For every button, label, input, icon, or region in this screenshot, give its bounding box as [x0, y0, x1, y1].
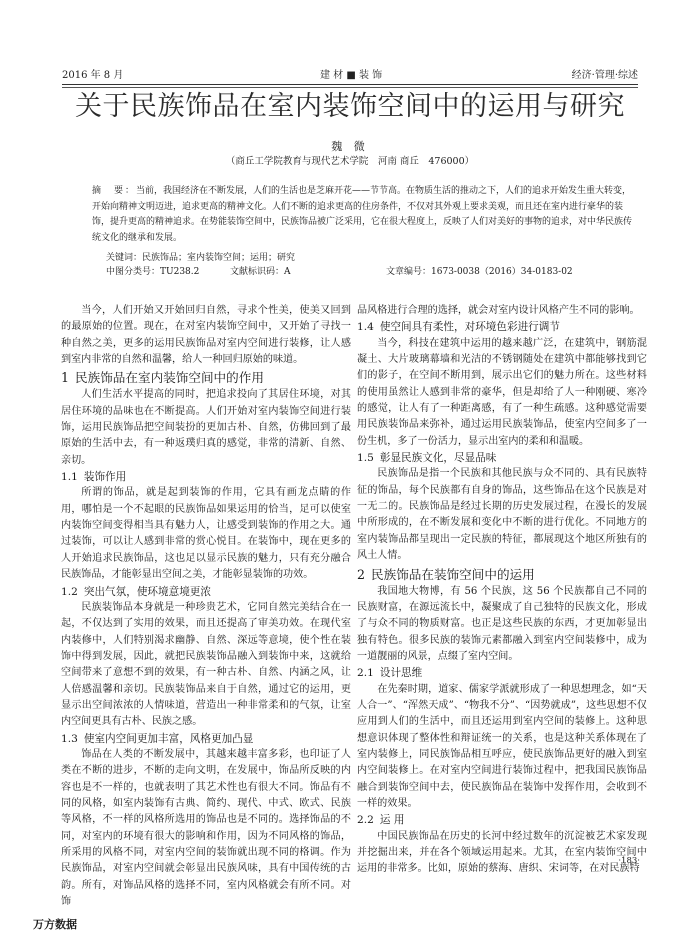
intro-paragraph: 当今，人们开始又开始回归自然，寻求个性美，使美又回到的最原始的位置。现在，在对室内装饰空间中，又开始了寻找一种自然之美，更多的运用民族饰品对室内空间进行装修，让人感到室内非常的自然和温馨，给人一种回归原始的味道。 — [61, 305, 351, 366]
author-name: 魏 微 — [331, 140, 369, 153]
keywords — [106, 251, 636, 265]
section-2-1-heading: 2.1 设计思维 — [357, 667, 423, 680]
section-1-1-heading: 1.1 装饰作用 — [61, 471, 127, 484]
section-2-heading: 2 民族饰品在装饰空间中的运用 — [357, 566, 535, 582]
section-1-2-heading: 1.2 突出气氛，使环境意境更浓 — [61, 585, 211, 598]
header-journal: 建 材 ■ 装 饰 — [320, 70, 383, 81]
section-2-2-heading: 2.2 运 用 — [357, 814, 405, 827]
section-1-5-paragraph: 民族饰品是指一个民族和其他民族与众不同的、具有民族特征的饰品，每个民族都有自身的饰品，这些饰品在这个民族是对一无二的。民族饰品是经过长期的历史发展过程，在漫长的发展中所形成的，在不断发展和变化中不断的进行优化。不同地方的室内装饰品都呈现出一定民族的特征，都展现这个地区所独有的风土人情。 — [357, 468, 647, 562]
body-column-left — [61, 303, 351, 910]
section-1-4-heading: 1.4 使空间具有柔性，对环境色彩进行调节 — [357, 321, 560, 334]
section-2-paragraph: 我国地大物博，有 56 个民族，这 56 个民族都自己不同的民族财富，在源远流长中，凝聚成了自己独特的民族文化，形成了与众不同的物质财富。也正是这些民族的东西，才更加彰显出独有特色。很多民族的装饰元素都融入到室内空间装修中，成为一道靓丽的风景，点缀了室内空间。 — [357, 585, 647, 662]
database-watermark: 万方数据 — [33, 918, 77, 931]
header-rule-thick — [62, 84, 638, 85]
section-1-3-heading: 1.3 使室内空间更加丰富，风格更加凸显 — [61, 732, 254, 745]
section-1-5-heading: 1.5 彰显民族文化，尽显品味 — [357, 452, 497, 465]
clc-number: 中图分类号：TU238.2 — [106, 267, 200, 277]
section-1-heading: 1 民族饰品在室内装饰空间中的作用 — [61, 370, 264, 386]
body-column-right — [357, 303, 647, 878]
abstract-text: 当前，我国经济在不断发展，人们的生活也是芝麻开花——节节高。在物质生活的推动之下，人们的追求开始发生重大转变，开始向精神文明迈进，追求更高的精神文化。人们不断的追求更高的住房条件，不仅对其外观上要求美观，而且还在室内进行豪华的装饰，提升更高的精神追求。在势能装饰空间中，民族饰品被广泛采用，它在很大程度上，反映了人们对美好的事物的追求，对中华民族传统文化的继承和发展。 — [92, 186, 633, 244]
page-number: ·183· — [618, 856, 640, 866]
article-title: 关于民族饰品在室内装饰空间中的运用与研究 — [75, 91, 625, 122]
header-rule-thin — [62, 87, 638, 88]
section-1-1-paragraph: 所谓的饰品，就是起到装饰的作用，它具有画龙点睛的作用，哪怕是一个不起眼的民族饰品如果运用的恰当，足可以使室内装饰空间变得相当具有魅力人，让感受到装饰的作用之大。通过装饰，可以让人感到非常的赏心悦目。在装饰中，现在更多的人开始追求民族饰品，这也足以显示民族的魅力，只有充分融合民族饰品，才能彰显出空间之美，才能彰显装饰的功效。 — [61, 487, 351, 581]
continued-paragraph: 品风格进行合理的选择，就会对室内设计风格产生不同的影响。 — [357, 305, 640, 316]
author-affiliation: （商丘工学院教育与现代艺术学院 河南 商丘 476000） — [225, 156, 475, 167]
abstract — [92, 184, 632, 247]
abstract-label: 摘 要： — [92, 186, 137, 196]
keywords-label: 关键词： — [106, 253, 143, 263]
keywords-text: 民族饰品；室内装饰空间；运用；研究 — [142, 253, 296, 263]
section-1-2-paragraph: 民族装饰品本身就是一种珍贵艺术，它同自然完美结合在一起，不仅达到了实用的效果，而且还提高了审美功效。在现代室内装修中，人们特别渴求幽静、自然、深远等意境，使个性在装饰中得到发展，因此，就把民族装饰品融入到装饰中来，这就给空间带来了意想不到的效果，有一种古朴、自然、内涵之风，让人倍感温馨和亲切。民族装饰品来自于自然，通过它的运用，更显示出空间浓浓的人情味道，营造出一种非常柔和的气氛，让室内空间更具有古朴、民族之感。 — [61, 601, 351, 728]
header-column: 经济·管理·综述 — [571, 70, 638, 81]
document-code: 文献标识码：A — [230, 267, 291, 277]
section-1-3-paragraph: 饰品在人类的不断发展中，其越来越丰富多彩，也印证了人类在不断的进步，不断的走向文明，在发展中，饰品所反映的内容也是不一样的，也就表明了其艺术性也有很大不同。饰品有不同的风格，如室内装饰有古典、简约、现代、中式、欧式、民族等风格，不一样的风格所选用的饰品也是不同的。选择饰品的不同，对室内的环境有很大的影响和作用，因为不同风格的饰品，所采用的风格不同，对室内空间的装饰就出现不同的格调。作为民族饰品，对室内空间就会彰显出民族风味，具有中国传统的古韵。所有，对饰品风格的选择不同，室内风格就会有所不同。对饰 — [61, 748, 351, 908]
header-date: 2016 年 8 月 — [62, 70, 124, 81]
section-2-2-paragraph: 中国民族饰品在历史的长河中经过数年的沉淀被艺术家发现并挖掘出来，并在各个领域运用起来。尤其，在室内装饰空间中运用的非常多。比如，原始的蔡海、唐织、宋词等，在对民族特 — [357, 830, 647, 875]
section-1-4-paragraph: 当今，科技在建筑中运用的越来越广泛，在建筑中，钢筋混凝土、大片玻璃幕墙和光洁的不锈钢随处在建筑中都能够找到它们的影子，在空间不断用到，展示出它们的魅力所在。这些材料的使用虽然让人感到非常的豪华，但是却给了人一种刚硬、寒冷的感觉，让人有了一种距离感，有了一种生疏感。这种感觉需要用民族装饰品来弥补，通过运用民族装饰品，使室内空间多了一份生机，多了一份活力，显示出室内的柔和和温暖。 — [357, 337, 647, 447]
article-number: 文章编号：1673-0038（2016）34-0183-02 — [386, 267, 573, 277]
section-2-1-paragraph: 在先秦时期，道家、儒家学派就形成了一种思想理念，如“天人合一”、“浑然天成”、“物我不分”、“因势就成”，这些思想不仅应用到人们的生活中，而且还运用到室内空间的装修上。这种思想意识体现了整体性和辩证统一的关系，也是这种关系体现在了室内装修上，同民族饰品相互呼应，使民族饰品更好的融入到室内空间装修上。在对室内空间进行装饰过程中，把我国民族饰品融合到装饰空间中去，使民族饰品在装饰中发挥作用，会收到不一样的效果。 — [357, 683, 647, 809]
section-1-paragraph: 人们生活水平提高的同时，把追求投向了其居住环境，对其居住环境的品味也在不断提高。人们开始对室内装饰空间进行装饰，运用民族饰品把空间装扮的更加古朴、自然，仿佛回到了最原始的生活中去，有一种返璞归真的感觉，非常的清新、自然、亲切。 — [61, 389, 351, 466]
